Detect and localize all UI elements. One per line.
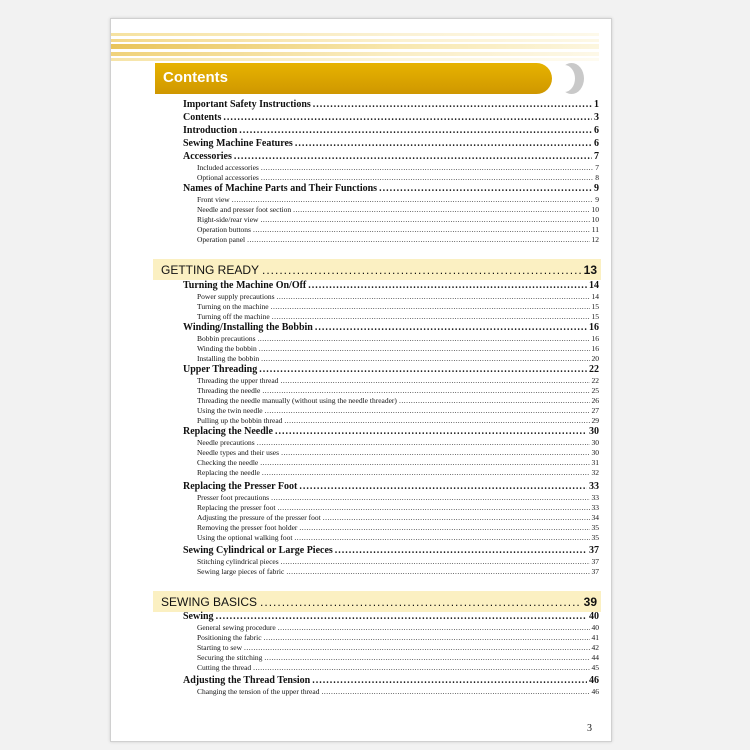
toc-entry[interactable]: Winding/Installing the Bobbin ..... 16 [183, 322, 599, 334]
page-number: 3 [587, 723, 592, 734]
toc-entry[interactable]: Important Safety Instructions ..... 1 [183, 99, 599, 111]
toc-subentry[interactable]: Optional accessories ..... 8 [197, 173, 599, 183]
toc-subentry[interactable]: Securing the stitching ..... 44 [197, 653, 599, 663]
toc-subentry[interactable]: Needle types and their uses ..... 30 [197, 448, 599, 458]
toc-subentry[interactable]: Checking the needle ..... 31 [197, 458, 599, 468]
toc-subentry[interactable]: Threading the upper thread ..... 22 [197, 376, 599, 386]
toc-entry[interactable]: Sewing Machine Features ..... 6 [183, 138, 599, 150]
toc-subentry[interactable]: Sewing large pieces of fabric ..... 37 [197, 567, 599, 577]
toc-subentry[interactable]: Threading the needle ..... 25 [197, 386, 599, 396]
toc-subentry[interactable]: Using the optional walking foot ..... 35 [197, 533, 599, 543]
toc-entry[interactable]: Accessories ..... 7 [183, 151, 599, 163]
decorative-swoosh-inner [554, 65, 575, 92]
toc-entry[interactable]: Adjusting the Thread Tension ..... 46 [183, 675, 599, 687]
section-page: 13 [583, 263, 597, 277]
toc-entry[interactable]: Upper Threading ..... 22 [183, 364, 599, 376]
toc-subentry[interactable]: Winding the bobbin ..... 16 [197, 344, 599, 354]
toc-entry[interactable]: Replacing the Presser Foot ..... 33 [183, 481, 599, 493]
toc-subentry[interactable]: Right-side/rear view ..... 10 [197, 215, 599, 225]
manual-page [110, 18, 612, 742]
toc-entry[interactable]: Replacing the Needle ..... 30 [183, 426, 599, 438]
toc-subentry[interactable]: Presser foot precautions ..... 33 [197, 493, 599, 503]
section-sewing-basics[interactable] [153, 591, 601, 612]
contents-header [155, 63, 568, 94]
toc-subentry[interactable]: Needle and presser foot section ..... 10 [197, 205, 599, 215]
toc-subentry[interactable]: Changing the tension of the upper thread ..... 46 [197, 687, 599, 697]
toc-entry[interactable]: Turning the Machine On/Off ..... 14 [183, 280, 599, 292]
toc-subentry[interactable]: Adjusting the pressure of the presser foot ..... 34 [197, 513, 599, 523]
toc-subentry[interactable]: Removing the presser foot holder ..... 35 [197, 523, 599, 533]
toc-subentry[interactable]: Replacing the presser foot ..... 33 [197, 503, 599, 513]
toc-entry[interactable]: Sewing ..... 40 [183, 611, 599, 623]
toc-subentry[interactable]: Power supply precautions ..... 14 [197, 292, 599, 302]
toc-subentry[interactable]: Positioning the fabric ..... 41 [197, 633, 599, 643]
toc-subentry[interactable]: Starting to sew ..... 42 [197, 643, 599, 653]
page-title: Contents [163, 69, 228, 86]
section-title: GETTING READY [161, 263, 260, 277]
toc-subentry[interactable]: Using the twin needle ..... 27 [197, 406, 599, 416]
toc-subentry[interactable]: Needle precautions ..... 30 [197, 438, 599, 448]
section-title: SEWING BASICS [161, 595, 258, 609]
toc-subentry[interactable]: Turning off the machine ..... 15 [197, 312, 599, 322]
toc-subentry[interactable]: Replacing the needle ..... 32 [197, 468, 599, 478]
toc-subentry[interactable]: Turning on the machine ..... 15 [197, 302, 599, 312]
section-getting-ready[interactable] [153, 259, 601, 280]
toc-subentry[interactable]: Stitching cylindrical pieces ..... 37 [197, 557, 599, 567]
toc-subentry[interactable]: Operation panel ..... 12 [197, 235, 599, 245]
toc-subentry[interactable]: Installing the bobbin ..... 20 [197, 354, 599, 364]
toc-entry[interactable]: Sewing Cylindrical or Large Pieces ..... 37 [183, 545, 599, 557]
header-stripes [111, 33, 599, 63]
section-page: 39 [583, 595, 597, 609]
toc-subentry[interactable]: Operation buttons ..... 11 [197, 225, 599, 235]
toc-subentry[interactable]: Front view ..... 9 [197, 195, 599, 205]
toc-subentry[interactable]: General sewing procedure ..... 40 [197, 623, 599, 633]
toc-subentry[interactable]: Pulling up the bobbin thread ..... 29 [197, 416, 599, 426]
toc-subentry[interactable]: Cutting the thread ..... 45 [197, 663, 599, 673]
toc-subentry[interactable]: Included accessories ..... 7 [197, 163, 599, 173]
toc-subentry[interactable]: Bobbin precautions ..... 16 [197, 334, 599, 344]
toc-entry[interactable]: Names of Machine Parts and Their Functions ..... 9 [183, 183, 599, 195]
toc-subentry[interactable]: Threading the needle manually (without using the needle threader) ..... 26 [197, 396, 599, 406]
toc-entry[interactable]: Contents ..... 3 [183, 112, 599, 124]
toc-entry[interactable]: Introduction ..... 6 [183, 125, 599, 137]
